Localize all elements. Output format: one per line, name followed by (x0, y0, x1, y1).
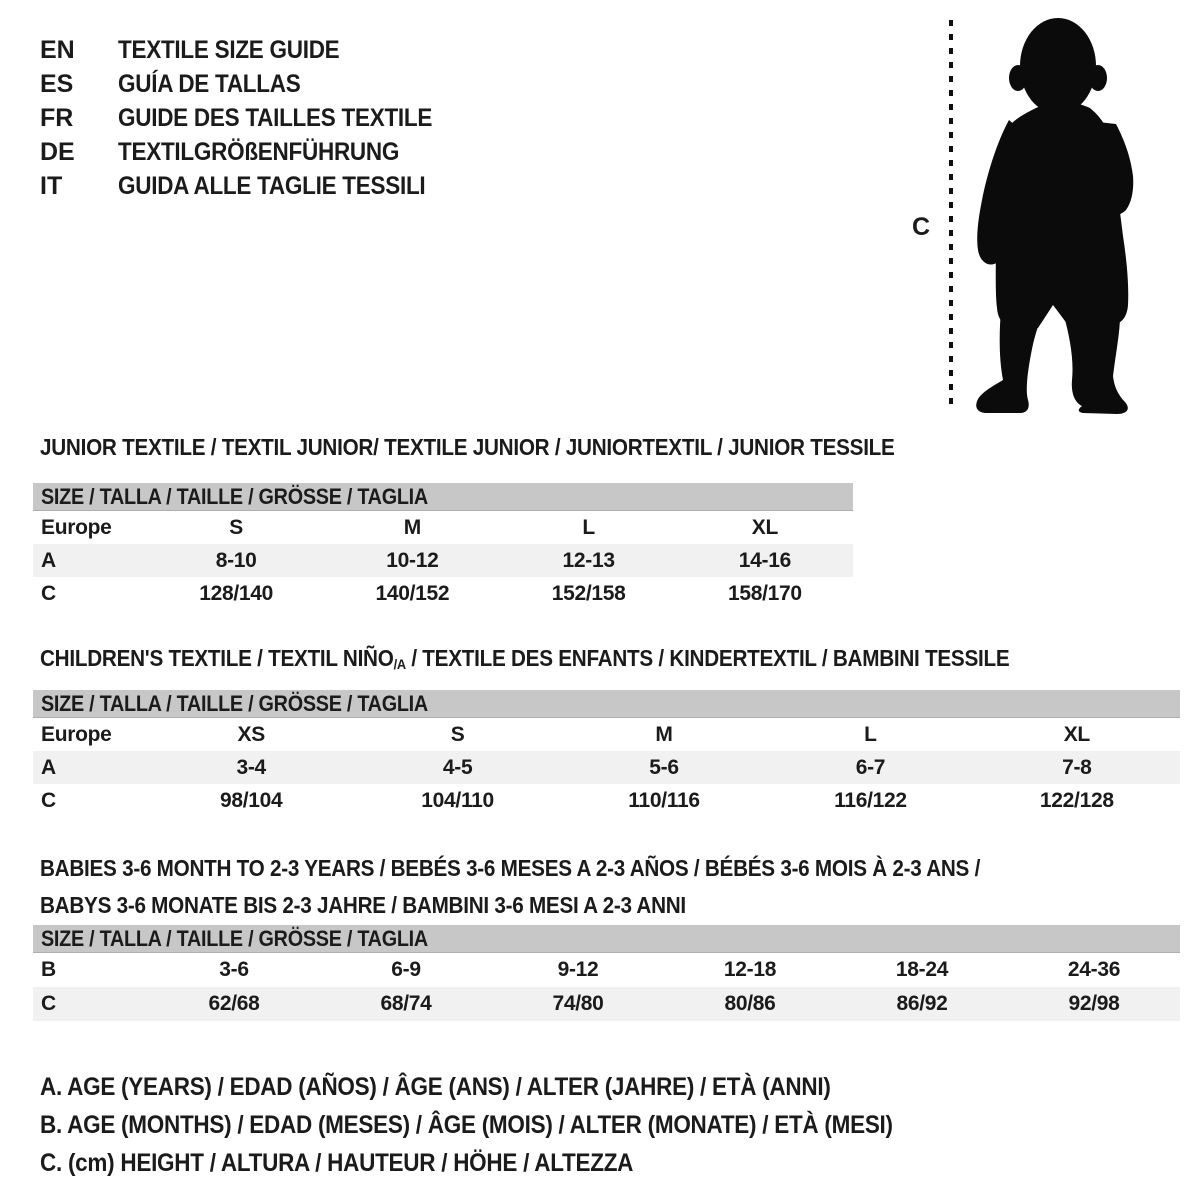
table-cell: 9-12 (557, 958, 599, 981)
language-title: GUIDE DES TAILLES TEXTILE (118, 104, 433, 132)
table-row-months (33, 953, 1180, 987)
table-cell: 3-4 (236, 756, 266, 779)
table-cell: 12-18 (723, 958, 777, 981)
language-title: GUIDA ALLE TAGLIE TESSILI (118, 172, 426, 200)
table-cell: M (655, 723, 673, 746)
table-row-age (33, 751, 1180, 784)
table-cell: 104/110 (421, 789, 494, 812)
row-label: B (41, 958, 56, 981)
row-label: Europe (41, 516, 112, 539)
language-row (40, 169, 467, 203)
legend-line-age-months: B. AGE (MONTHS) / EDAD (MESES) / ÂGE (MOIS) / ALTER (MONATE) / ETÀ (MESI) (40, 1111, 893, 1139)
language-row (40, 135, 467, 169)
figure-height-label: C (912, 213, 931, 241)
children-table-title: CHILDREN'S TEXTILE / TEXTIL NIÑO/A / TEXTILE DES ENFANTS / KINDERTEXTIL / BAMBINI TESSILE (40, 645, 1010, 674)
legend-line-height: C. (cm) HEIGHT / ALTURA / HAUTEUR / HÖHE / ALTEZZA (40, 1149, 634, 1177)
table-cell: XS (237, 723, 265, 746)
row-label: C (41, 582, 56, 605)
table-cell: 110/116 (628, 789, 700, 812)
table-cell: XL (751, 516, 778, 539)
language-title: TEXTILE SIZE GUIDE (118, 36, 340, 64)
table-cell: 122/128 (1039, 789, 1114, 812)
table-row-age (33, 544, 853, 577)
language-row (40, 101, 467, 135)
language-header (40, 33, 467, 203)
table-row-height (33, 987, 1180, 1021)
table-cell: 7-8 (1062, 756, 1092, 779)
table-cell: XL (1063, 723, 1090, 746)
table-cell: L (864, 723, 877, 746)
table-row-height (33, 577, 853, 610)
language-code: EN (40, 36, 75, 64)
row-label: A (41, 756, 56, 779)
language-code: IT (40, 172, 63, 200)
table-cell: 18-24 (895, 958, 949, 981)
table-cell: 92/98 (1068, 992, 1120, 1015)
table-cell: 4-5 (442, 756, 473, 779)
table-cell: 152/158 (551, 582, 626, 605)
table-header-bar: SIZE / TALLA / TAILLE / GRÖSSE / TAGLIA (33, 925, 1180, 953)
toddler-silhouette-icon (940, 14, 1140, 416)
table-cell: 128/140 (199, 582, 274, 605)
title-subscript: /A (393, 657, 406, 674)
table-header-bar: SIZE / TALLA / TAILLE / GRÖSSE / TAGLIA (33, 690, 1180, 718)
table-cell: M (403, 516, 421, 539)
language-title: GUÍA DE TALLAS (118, 70, 301, 98)
language-code: ES (40, 70, 74, 98)
table-cell: 86/92 (896, 992, 948, 1015)
table-cell: S (450, 723, 465, 746)
table-row-europe (33, 718, 1180, 751)
table-cell: 3-6 (219, 958, 249, 981)
table-cell: 10-12 (386, 549, 439, 572)
table-cell: L (582, 516, 595, 539)
language-title: TEXTILGRÖßENFÜHRUNG (118, 138, 400, 166)
table-cell: 140/152 (375, 582, 450, 605)
row-label: C (41, 992, 56, 1015)
table-cell: 116/122 (834, 789, 907, 812)
row-label: Europe (41, 723, 112, 746)
children-size-table (33, 690, 1180, 817)
table-header-bar: SIZE / TALLA / TAILLE / GRÖSSE / TAGLIA (33, 483, 853, 511)
language-row (40, 67, 467, 101)
table-cell: 12-13 (562, 549, 615, 572)
table-cell: 14-16 (738, 549, 791, 572)
table-cell: 74/80 (552, 992, 604, 1015)
row-label: A (41, 549, 56, 572)
table-cell: 8-10 (215, 549, 257, 572)
junior-table-title: JUNIOR TEXTILE / TEXTIL JUNIOR/ TEXTILE JUNIOR / JUNIORTEXTIL / JUNIOR TESSILE (40, 434, 895, 460)
table-cell: 158/170 (727, 582, 802, 605)
table-cell: 68/74 (380, 992, 432, 1015)
legend (40, 1068, 988, 1182)
row-label: C (41, 789, 56, 812)
table-row-europe (33, 511, 853, 544)
table-cell: 24-36 (1067, 958, 1121, 981)
language-code: FR (40, 104, 74, 132)
table-cell: 6-7 (855, 756, 886, 779)
table-cell: S (229, 516, 243, 539)
table-row-height (33, 784, 1180, 817)
junior-size-table (33, 483, 853, 610)
table-cell: 6-9 (391, 958, 421, 981)
babies-size-table (33, 925, 1180, 1021)
table-cell: 98/104 (219, 789, 283, 812)
table-cell: 5-6 (649, 756, 679, 779)
table-cell: 62/68 (208, 992, 260, 1015)
babies-table-title: BABIES 3-6 MONTH TO 2-3 YEARS / BEBÉS 3-6 MESES A 2-3 AÑOS / BÉBÉS 3-6 MOIS À 2-3 ANS / BABYS 3-6 MONATE BIS 2-3 JAHRE / BAMBINI 3-6 MESI A 2-3 ANNI (40, 855, 981, 918)
table-cell: 80/86 (724, 992, 776, 1015)
legend-line-age-years: A. AGE (YEARS) / EDAD (AÑOS) / ÂGE (ANS) / ALTER (JAHRE) / ETÀ (ANNI) (40, 1073, 831, 1101)
language-code: DE (40, 138, 75, 166)
language-row (40, 33, 467, 67)
